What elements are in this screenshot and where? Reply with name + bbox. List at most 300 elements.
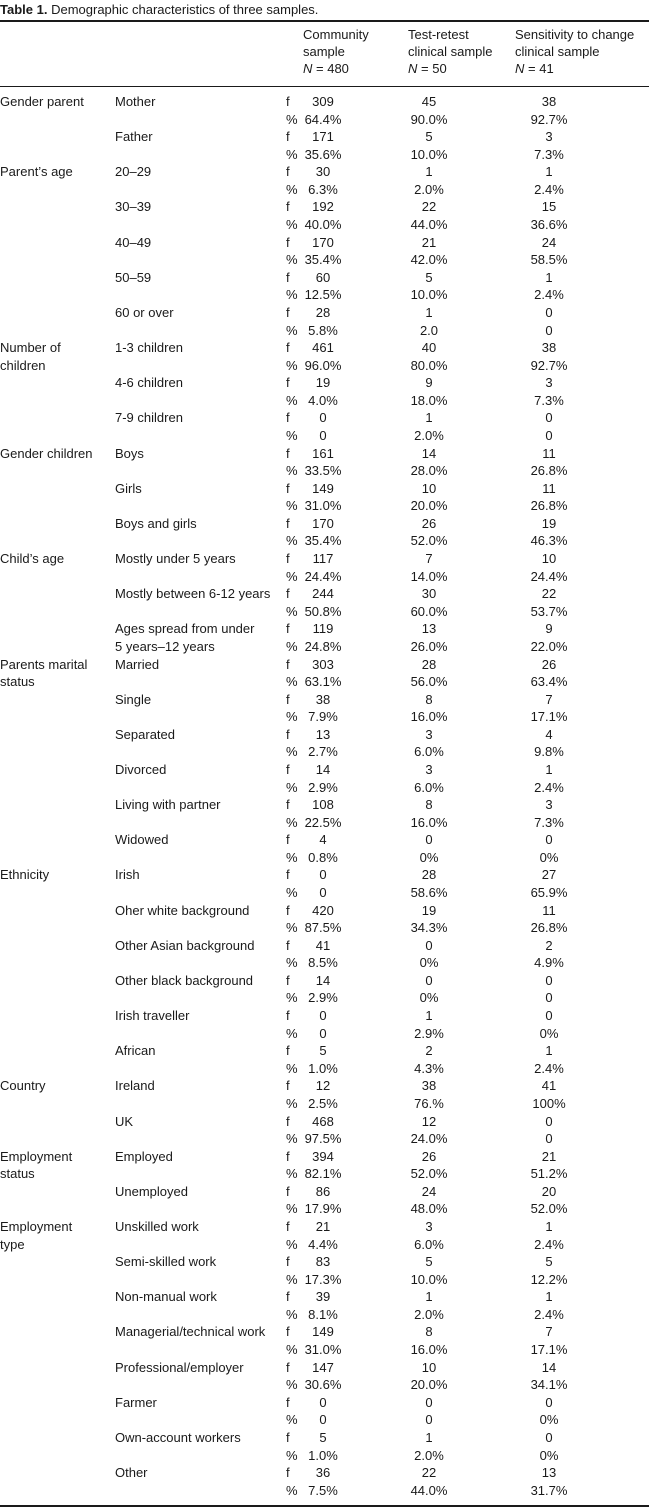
table-row [0,409,649,427]
stat-type-cell: f [286,937,290,953]
community-value-cell: 14 [315,972,331,988]
community-value-cell: 86 [315,1183,331,1199]
community-value-cell: 244 [312,586,334,602]
community-value-cell: 4 [319,832,327,848]
stat-type-cell: % [286,955,298,971]
community-value-cell: 0 [319,1025,327,1041]
test-retest-value-cell: 2.9% [414,1025,444,1041]
table-row [0,1218,649,1236]
test-retest-value-cell: 24 [421,1183,437,1199]
community-value-cell: 7.9% [308,709,338,725]
test-retest-value-cell: 0% [419,955,439,971]
stat-type-cell: % [286,568,298,584]
test-retest-value-cell: 5 [425,129,433,145]
community-value-cell: 12 [315,1078,331,1094]
test-retest-value-cell: 4.3% [414,1060,444,1076]
test-retest-value-cell: 0 [425,972,433,988]
community-value-cell: 2.9% [308,990,338,1006]
community-value-cell: 64.4% [304,111,342,127]
category-cell: Employment [0,1148,73,1164]
community-value-cell: 41 [315,937,331,953]
sensitivity-value-cell: 58.5% [530,252,568,268]
test-retest-value-cell: 10.0% [410,146,448,162]
sensitivity-value-cell: 24 [541,234,557,250]
test-retest-value-cell: 34.3% [410,920,448,936]
column-header-n: N = 41 [515,61,554,76]
subcategory-cell: 7-9 children [115,410,183,426]
table-row [0,198,649,216]
sensitivity-value-cell: 17.1% [530,709,568,725]
stat-type-cell: f [286,1359,290,1375]
test-retest-value-cell: 16.0% [410,709,448,725]
stat-type-cell: f [286,972,290,988]
community-value-cell: 0 [319,1394,327,1410]
table-caption [0,0,649,20]
community-value-cell: 39 [315,1289,331,1305]
stat-type-cell: f [286,621,290,637]
test-retest-value-cell: 42.0% [410,252,448,268]
column-header-line: Sensitivity to change [515,27,635,42]
stat-type-cell: % [286,849,298,865]
table-row [0,726,649,744]
top-rule [0,20,649,22]
stat-type-cell: f [286,1219,290,1234]
sensitivity-value-cell: 14 [541,1359,557,1375]
sensitivity-value-cell: 2.4% [534,1060,564,1076]
sensitivity-value-cell: 4.9% [534,955,564,971]
test-retest-value-cell: 10 [421,1359,437,1375]
sensitivity-value-cell: 9 [545,621,553,637]
stat-type-cell: % [286,357,298,373]
stat-type-cell: % [286,1271,298,1287]
table-row [0,339,649,357]
test-retest-value-cell: 1 [425,410,433,426]
community-value-cell: 19 [315,375,331,391]
sensitivity-value-cell: 34.1% [530,1377,568,1393]
sensitivity-value-cell: 26.8% [530,498,568,514]
table-row [0,1095,649,1113]
stat-type-cell: % [286,146,298,162]
table-row [0,1130,649,1148]
sensitivity-value-cell: 2.4% [534,1236,564,1252]
subcategory-cell: Professional/employer [115,1359,244,1375]
community-value-cell: 394 [312,1148,334,1164]
stat-type-cell: % [286,463,298,479]
sensitivity-value-cell: 0 [545,1113,553,1129]
stat-type-cell: f [286,375,290,391]
stat-type-cell: % [286,603,298,619]
bottom-rule [0,1505,649,1507]
test-retest-value-cell: 6.0% [414,744,444,760]
test-retest-value-cell: 2 [425,1043,433,1059]
test-retest-value-cell: 48.0% [410,1201,448,1217]
column-header-n: N = 480 [303,61,349,76]
table-row [0,1148,649,1166]
table-row [0,146,649,164]
community-value-cell: 119 [312,621,334,637]
community-value-cell: 4.0% [308,392,338,408]
community-value-cell: 7.5% [308,1482,338,1498]
sensitivity-value-cell: 51.2% [530,1166,568,1182]
sensitivity-value-cell: 7.3% [534,146,564,162]
subcategory-cell: Other Asian background [115,937,255,953]
test-retest-value-cell: 2.0% [414,427,444,443]
test-retest-value-cell: 44.0% [410,217,448,233]
table-row [0,515,649,533]
test-retest-value-cell: 9 [425,375,433,391]
stat-type-cell: % [286,990,298,1006]
stat-type-cell: f [286,1148,290,1164]
subcategory-cell: Farmer [115,1394,157,1410]
sensitivity-value-cell: 7.3% [534,392,564,408]
sensitivity-value-cell: 24.4% [530,568,568,584]
sensitivity-value-cell: 41 [541,1078,557,1094]
subcategory-cell: Widowed [115,832,169,848]
sensitivity-value-cell: 0% [539,1447,559,1463]
stat-type-cell: f [286,1254,290,1270]
community-value-cell: 5 [319,1043,327,1059]
table-body [0,93,649,1499]
community-value-cell: 21 [315,1219,331,1234]
test-retest-value-cell: 45 [421,94,437,109]
stat-type-cell: % [286,427,298,443]
column-header-line: sample [303,44,345,59]
community-value-cell: 31.0% [304,498,342,514]
table-row [0,1042,649,1060]
test-retest-value-cell: 16.0% [410,814,448,830]
table-row [0,234,649,252]
subcategory-cell: Married [115,656,160,672]
community-value-cell: 17.9% [304,1201,342,1217]
stat-type-cell: f [286,1183,290,1199]
stat-type-cell: % [286,1342,298,1358]
stat-type-cell: % [286,1482,298,1498]
table-row [0,1359,649,1377]
subcategory-cell: 60 or over [115,304,174,320]
column-header-line: Test-retest [408,27,469,42]
sensitivity-value-cell: 22.0% [530,638,568,654]
community-value-cell: 108 [312,797,334,813]
subcategory-cell: 30–39 [115,199,152,215]
test-retest-value-cell: 56.0% [410,674,448,690]
community-value-cell: 28 [315,304,331,320]
table-row [0,1183,649,1201]
table-row [0,989,649,1007]
community-value-cell: 468 [312,1113,334,1129]
table-row [0,1060,649,1078]
test-retest-value-cell: 16.0% [410,1342,448,1358]
test-retest-value-cell: 20.0% [410,498,448,514]
stat-type-cell: f [286,1324,290,1340]
subcategory-cell: Irish traveller [115,1008,190,1024]
community-value-cell: 6.3% [308,181,338,197]
table-row [0,532,649,550]
community-value-cell: 0 [319,410,327,426]
table-row [0,1323,649,1341]
sensitivity-value-cell: 31.7% [530,1482,568,1498]
table-row [0,1271,649,1289]
sensitivity-value-cell: 63.4% [530,674,568,690]
test-retest-value-cell: 26.0% [410,638,448,654]
stat-type-cell: f [286,1113,290,1129]
stat-type-cell: % [286,392,298,408]
subcategory-cell: 50–59 [115,269,152,285]
community-value-cell: 36 [315,1465,331,1481]
stat-type-cell: f [286,902,290,918]
subcategory-cell: 5 years–12 years [115,638,215,654]
stat-type-cell: f [286,94,290,109]
community-value-cell: 171 [312,129,334,145]
column-header-test-retest [408,26,493,77]
test-retest-value-cell: 14 [421,445,437,461]
table-row [0,304,649,322]
table-row [0,743,649,761]
stat-type-cell: f [286,164,290,180]
stat-type-cell: f [286,1289,290,1305]
subcategory-cell: Boys and girls [115,515,197,531]
community-value-cell: 170 [312,515,334,531]
stat-type-cell: % [286,533,298,549]
table-row [0,954,649,972]
stat-type-cell: f [286,761,290,777]
table-row [0,1447,649,1465]
test-retest-value-cell: 2.0% [414,181,444,197]
subcategory-cell: Girls [115,480,142,496]
sensitivity-value-cell: 26 [541,656,557,672]
test-retest-value-cell: 26 [421,1148,437,1164]
subcategory-cell: Single [115,691,152,707]
test-retest-value-cell: 8 [425,1324,433,1340]
table-row [0,357,649,375]
test-retest-value-cell: 2.0% [414,1306,444,1322]
subcategory-cell: UK [115,1113,134,1129]
test-retest-value-cell: 1 [425,304,433,320]
sensitivity-value-cell: 9.8% [534,744,564,760]
community-value-cell: 24.8% [304,638,342,654]
community-value-cell: 35.6% [304,146,342,162]
sensitivity-value-cell: 0 [545,990,553,1006]
stat-type-cell: f [286,199,290,215]
table-row [0,163,649,181]
sensitivity-value-cell: 0 [545,304,553,320]
test-retest-value-cell: 7 [425,551,433,567]
test-retest-value-cell: 0 [425,1412,433,1428]
stat-type-cell: % [286,322,298,338]
test-retest-value-cell: 22 [421,1465,437,1481]
sensitivity-value-cell: 1 [545,761,553,777]
test-retest-value-cell: 24.0% [410,1131,448,1147]
subcategory-cell: Semi-skilled work [115,1254,217,1270]
sensitivity-value-cell: 7 [545,1324,553,1340]
community-value-cell: 5 [319,1429,327,1445]
category-cell: Ethnicity [0,867,50,883]
test-retest-value-cell: 1 [425,1429,433,1445]
stat-type-cell: f [286,867,290,883]
community-value-cell: 309 [312,94,334,109]
table-row [0,445,649,463]
sensitivity-value-cell: 21 [541,1148,557,1164]
table-row [0,93,649,111]
community-value-cell: 170 [312,234,334,250]
test-retest-value-cell: 19 [421,902,437,918]
test-retest-value-cell: 22 [421,199,437,215]
subcategory-cell: Oher white background [115,902,250,918]
category-cell: Country [0,1078,46,1094]
stat-type-cell: f [286,586,290,602]
subcategory-cell: Other black background [115,972,254,988]
stat-type-cell: f [286,1429,290,1445]
subcategory-cell: Employed [115,1148,173,1164]
table-row [0,1113,649,1131]
stat-type-cell: f [286,1465,290,1481]
community-value-cell: 2.9% [308,779,338,795]
sensitivity-value-cell: 0 [545,972,553,988]
sensitivity-value-cell: 1 [545,164,553,180]
sensitivity-value-cell: 38 [541,340,557,356]
sensitivity-value-cell: 0 [545,1131,553,1147]
test-retest-value-cell: 2.0% [414,1447,444,1463]
subcategory-cell: Boys [115,445,144,461]
community-value-cell: 40.0% [304,217,342,233]
stat-type-cell: f [286,797,290,813]
test-retest-value-cell: 26 [421,515,437,531]
community-value-cell: 35.4% [304,252,342,268]
stat-type-cell: f [286,656,290,672]
community-value-cell: 83 [315,1254,331,1270]
stat-type-cell: f [286,1078,290,1094]
table-row [0,462,649,480]
community-value-cell: 1.0% [308,1060,338,1076]
stat-type-cell: f [286,480,290,496]
community-value-cell: 149 [312,480,334,496]
stat-type-cell: % [286,920,298,936]
community-value-cell: 147 [312,1359,334,1375]
stat-type-cell: % [286,181,298,197]
community-value-cell: 30 [315,164,331,180]
stat-type-cell: f [286,551,290,567]
subcategory-cell: Non-manual work [115,1289,217,1305]
test-retest-value-cell: 5 [425,1254,433,1270]
sensitivity-value-cell: 0 [545,410,553,426]
stat-type-cell: % [286,674,298,690]
test-retest-value-cell: 20.0% [410,1377,448,1393]
stat-type-cell: % [286,217,298,233]
category-cell: Employment [0,1219,73,1234]
sensitivity-value-cell: 0% [539,849,559,865]
subcategory-cell: Managerial/technical work [115,1324,266,1340]
stat-type-cell: % [286,638,298,654]
stat-type-cell: f [286,1043,290,1059]
community-value-cell: 82.1% [304,1166,342,1182]
test-retest-value-cell: 6.0% [414,1236,444,1252]
sensitivity-value-cell: 3 [545,375,553,391]
table-row [0,1429,649,1447]
stat-type-cell: % [286,1377,298,1393]
table-row [0,691,649,709]
table-row [0,392,649,410]
stat-type-cell: f [286,304,290,320]
stat-type-cell: % [286,287,298,303]
sensitivity-value-cell: 53.7% [530,603,568,619]
community-value-cell: 420 [312,902,334,918]
category-cell: Parents marital [0,656,88,672]
category-cell: Number of [0,340,61,356]
subcategory-cell: Ireland [115,1078,155,1094]
community-value-cell: 22.5% [304,814,342,830]
table-row [0,919,649,937]
stat-type-cell: % [286,1025,298,1041]
subcategory-cell: Own-account workers [115,1429,241,1445]
test-retest-value-cell: 30 [421,586,437,602]
stat-type-cell: f [286,410,290,426]
community-value-cell: 63.1% [304,674,342,690]
community-value-cell: 24.4% [304,568,342,584]
sensitivity-value-cell: 26.8% [530,920,568,936]
sensitivity-value-cell: 92.7% [530,357,568,373]
stat-type-cell: % [286,1412,298,1428]
community-value-cell: 2.7% [308,744,338,760]
table-row [0,322,649,340]
test-retest-value-cell: 60.0% [410,603,448,619]
test-retest-value-cell: 8 [425,797,433,813]
table-row [0,1411,649,1429]
table-row [0,374,649,392]
test-retest-value-cell: 40 [421,340,437,356]
subcategory-cell: Ages spread from under [115,621,255,637]
test-retest-value-cell: 28.0% [410,463,448,479]
community-value-cell: 31.0% [304,1342,342,1358]
community-value-cell: 17.3% [304,1271,342,1287]
test-retest-value-cell: 52.0% [410,1166,448,1182]
table-row [0,849,649,867]
subcategory-cell: Living with partner [115,797,221,813]
stat-type-cell: f [286,340,290,356]
table-row [0,585,649,603]
test-retest-value-cell: 2.0 [419,322,439,338]
test-retest-value-cell: 0 [425,937,433,953]
sensitivity-value-cell: 3 [545,129,553,145]
table-row [0,603,649,621]
table-row [0,1288,649,1306]
test-retest-value-cell: 58.6% [410,885,448,901]
sensitivity-value-cell: 36.6% [530,217,568,233]
test-retest-value-cell: 0 [425,1394,433,1410]
table-row [0,1165,649,1183]
test-retest-value-cell: 38 [421,1078,437,1094]
table-row [0,427,649,445]
test-retest-value-cell: 90.0% [410,111,448,127]
table-row [0,181,649,199]
sensitivity-value-cell: 13 [541,1465,557,1481]
column-header-line: clinical sample [515,44,600,59]
table-row [0,761,649,779]
stat-type-cell: f [286,269,290,285]
category-cell: status [0,1166,35,1182]
community-value-cell: 149 [312,1324,334,1340]
sensitivity-value-cell: 20 [541,1183,557,1199]
community-value-cell: 50.8% [304,603,342,619]
header-rule [0,86,649,87]
table-row [0,1482,649,1500]
subcategory-cell: Divorced [115,761,167,777]
sensitivity-value-cell: 26.8% [530,463,568,479]
stat-type-cell: f [286,234,290,250]
table-row [0,111,649,129]
sensitivity-value-cell: 0 [545,1394,553,1410]
community-value-cell: 35.4% [304,533,342,549]
community-value-cell: 8.1% [308,1306,338,1322]
test-retest-value-cell: 12 [421,1113,437,1129]
